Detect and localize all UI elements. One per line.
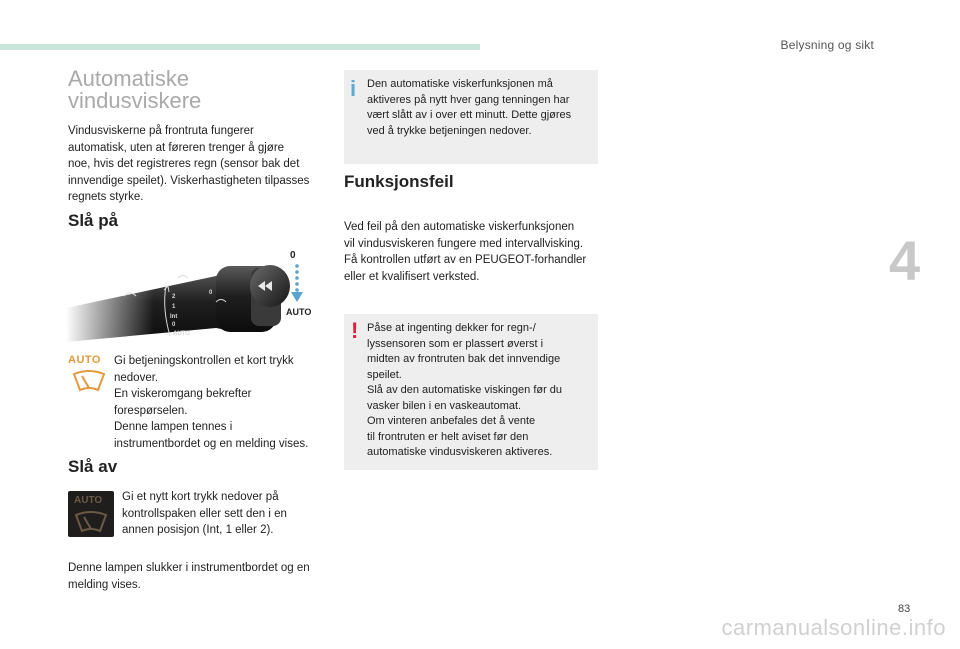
text-line: ved å trykke betjeningen nedover. [367, 124, 532, 137]
header-accent-bar [0, 44, 480, 50]
text-line: Den automatiske viskerfunksjonen må [367, 78, 553, 90]
off-footer [68, 560, 338, 593]
warning-text [367, 321, 595, 461]
text-line: Slå av den automatiske viskingen før du [367, 384, 563, 396]
page-title-line: vindusviskere [68, 88, 202, 113]
text-line: innvendige speilet). Viskerhastigheten tilpasses [68, 174, 310, 187]
on-heading: Slå på [68, 211, 119, 230]
text-line: til frontruten er helt aviset før den [367, 430, 529, 443]
section-title: Belysning og sikt [780, 38, 874, 52]
auto-indicator-label: AUTO [68, 354, 101, 366]
warning-icon: ! [351, 318, 359, 343]
page-title-line: Automatiske [68, 66, 190, 91]
wiper-stalk-illustration [66, 246, 316, 346]
watermark: carmanualsonline.info [721, 615, 946, 640]
text-line: nedover. [114, 371, 159, 384]
text-line: melding vises. [68, 578, 141, 591]
text-line: Gi et nytt kort trykk nedover på [122, 491, 279, 503]
stalk-label-zero: 0 [290, 250, 296, 261]
page-number: 83 [898, 603, 911, 615]
text-line: eller et kvalifisert verksted. [344, 270, 480, 283]
text-line: vært slått av i over ett minutt. Dette gjøres [367, 109, 572, 121]
fault-heading: Funksjonsfeil [344, 172, 454, 191]
off-instructions [122, 489, 332, 539]
text-line: speilet. [367, 368, 402, 381]
text-line: En viskeromgang bekrefter [114, 388, 252, 400]
intro-paragraph [68, 123, 338, 206]
windscreen-wiper-icon [68, 507, 114, 537]
fault-text [344, 219, 604, 285]
warning-box [344, 314, 598, 470]
text-line: aktiveres på nytt hver gang tenningen har [367, 93, 570, 106]
text-line: Gi betjeningskontrollen et kort trykk [114, 355, 294, 367]
text-line: Få kontrollen utført av en PEUGEOT-forhandler [344, 254, 587, 266]
text-line: automatisk, uten at føreren trenger å gjøre [68, 141, 285, 154]
text-line: lyssensoren som er plassert øverst i [367, 337, 544, 350]
info-text [367, 77, 595, 139]
text-line: noe, hvis det registreres regn (sensor bak det [68, 158, 300, 170]
text-line: Ved feil på den automatiske viskerfunksjonen [344, 221, 575, 233]
stalk-label-auto: AUTO [286, 307, 312, 317]
text-line: Om vinteren anbefales det å vente [367, 415, 536, 427]
info-icon: i [350, 76, 357, 101]
text-line: midten av frontruten bak det innvendige [367, 353, 561, 365]
auto-lamp-label: AUTO [74, 495, 103, 506]
auto-wiper-indicator [68, 354, 110, 394]
auto-lamp-off-icon [68, 491, 114, 537]
text-line: forespørselen. [114, 404, 188, 417]
windscreen-wiper-icon [68, 366, 110, 394]
text-line: Påse at ingenting dekker for regn-/ [367, 322, 536, 334]
chapter-number: 4 [889, 229, 921, 292]
off-heading: Slå av [68, 457, 118, 476]
text-line: instrumentbordet og en melding vises. [114, 437, 309, 450]
text-line: vil vindusviskeren fungere med intervallvisking. [344, 237, 584, 250]
text-line: Denne lampen tennes i [114, 421, 233, 433]
text-line: Denne lampen slukker i instrumentbordet og en [68, 562, 310, 574]
text-line: vasker bilen i en vaskeautomat. [367, 399, 522, 412]
text-line: Vindusviskerne på frontruta fungerer [68, 125, 254, 137]
text-line: kontrollspaken eller sett den i en [122, 507, 287, 520]
text-line: annen posisjon (Int, 1 eller 2). [122, 524, 274, 536]
text-line: automatiske vindusviskeren aktiveres. [367, 446, 553, 458]
info-box [344, 70, 598, 164]
on-instructions [114, 353, 334, 452]
page-title [68, 68, 201, 112]
stalk-position-indicator [288, 250, 322, 320]
text-line: regnets styrke. [68, 191, 144, 203]
